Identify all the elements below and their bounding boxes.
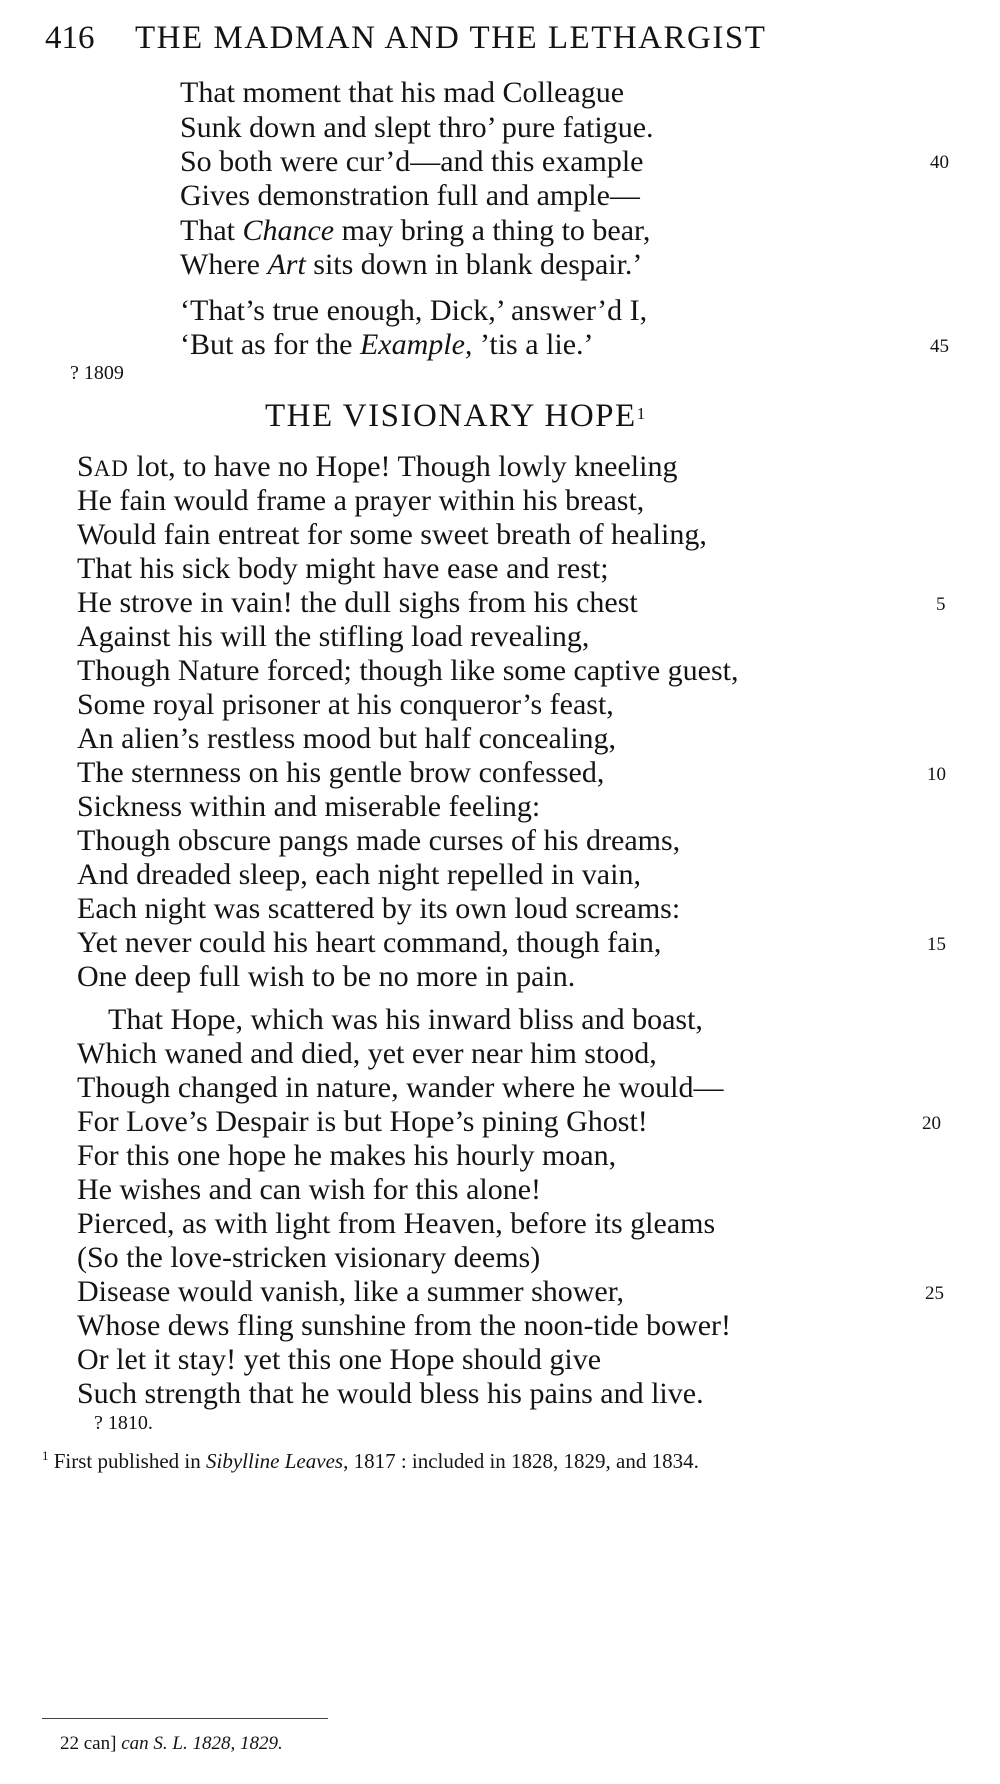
verse-line: Yet never could his heart command, though fain, — [77, 926, 662, 959]
poem-title-text: THE VISIONARY HOPE — [265, 398, 637, 434]
footnote-text: , 1817 : included in 1828, 1829, and 1834. — [343, 1449, 699, 1473]
line-number: 15 — [927, 934, 946, 955]
verse-line: An alien’s restless mood but half concealing, — [77, 722, 617, 755]
verse-line: He strove in vain! the dull sighs from his chest — [77, 586, 638, 619]
verse-line: Though Nature forced; though like some captive guest, — [77, 654, 739, 687]
verse-line: The sternness on his gentle brow confessed, — [77, 756, 605, 789]
footnote-rule — [42, 1718, 328, 1719]
verse-line: Though changed in nature, wander where he would— — [77, 1071, 724, 1104]
verse-line: One deep full wish to be no more in pain. — [77, 960, 576, 993]
verse-line: Such strength that he would bless his pains and live. — [77, 1377, 704, 1410]
small-caps-rest: AD — [93, 456, 129, 481]
verse-line: Though obscure pangs made curses of his dreams, — [77, 824, 681, 857]
verse-line: (So the love-stricken visionary deems) — [77, 1241, 541, 1274]
footnote-mark: 1 — [42, 1448, 49, 1463]
verse-line: And dreaded sleep, each night repelled in vain, — [77, 858, 641, 891]
line-number: 5 — [936, 594, 946, 615]
verse-line: ‘That’s true enough, Dick,’ answer’d I, — [180, 294, 648, 327]
verse-line: For Love’s Despair is but Hope’s pining Ghost! — [77, 1105, 648, 1138]
verse-line: Whose dews fling sunshine from the noon-tide bower! — [77, 1309, 732, 1342]
verse-line: So both were cur’d—and this example — [180, 145, 644, 178]
verse-line: Sickness within and miserable feeling: — [77, 790, 541, 823]
footnote-title: Sibylline Leaves — [206, 1449, 344, 1473]
poem1-date: ? 1809 — [70, 362, 124, 384]
verse-line: He wishes and can wish for this alone! — [77, 1173, 542, 1206]
verse-line-text: lot, to have no Hope! Though lowly kneeling — [128, 450, 678, 483]
variant-reading — [60, 1733, 283, 1755]
footnote — [42, 1448, 942, 1475]
small-caps-initial: S — [77, 450, 94, 483]
verse-line-first — [77, 452, 677, 482]
variant-line-number: 22 — [60, 1733, 79, 1754]
verse-line: That Hope, which was his inward bliss and boast, — [108, 1003, 703, 1036]
line-number: 25 — [925, 1283, 944, 1304]
footnote-ref: 1 — [636, 404, 646, 423]
poem-title — [265, 398, 645, 435]
verse-line-chance: That Chance may bring a thing to bear, — [180, 214, 651, 247]
verse-line: Which waned and died, yet ever near him stood, — [77, 1037, 657, 1070]
verse-line: Or let it stay! yet this one Hope should give — [77, 1343, 602, 1376]
verse-line: Against his will the stifling load revealing, — [77, 620, 590, 653]
verse-line-example: ‘But as for the Example, ’tis a lie.’ — [180, 328, 594, 361]
footnote-text: First published in — [48, 1449, 207, 1473]
verse-line-art: Where Art sits down in blank despair.’ — [180, 248, 643, 281]
verse-line: Gives demonstration full and ample— — [180, 179, 640, 212]
line-number: 20 — [922, 1113, 941, 1134]
verse-line: Would fain entreat for some sweet breath of healing, — [77, 518, 707, 551]
verse-line: Each night was scattered by its own loud screams: — [77, 892, 681, 925]
line-number: 45 — [930, 336, 949, 357]
variant-lemma: can] — [83, 1733, 117, 1754]
verse-line: Disease would vanish, like a summer shower, — [77, 1275, 625, 1308]
verse-line: He fain would frame a prayer within his breast, — [77, 484, 645, 517]
poem2-date: ? 1810. — [94, 1412, 153, 1434]
verse-line: That moment that his mad Colleague — [180, 76, 625, 109]
variant-text: can S. L. 1828, 1829. — [121, 1733, 283, 1754]
verse-line: Sunk down and slept thro’ pure fatigue. — [180, 111, 654, 144]
verse-line: Some royal prisoner at his conqueror’s feast, — [77, 688, 614, 721]
verse-line: For this one hope he makes his hourly moan, — [77, 1139, 617, 1172]
verse-line: Pierced, as with light from Heaven, before its gleams — [77, 1207, 716, 1240]
page-number: 416 — [45, 20, 95, 56]
running-head — [45, 20, 766, 57]
line-number: 40 — [930, 152, 949, 173]
line-number: 10 — [927, 764, 946, 785]
verse-line: That his sick body might have ease and rest; — [77, 552, 609, 585]
running-title: THE MADMAN AND THE LETHARGIST — [135, 20, 767, 56]
